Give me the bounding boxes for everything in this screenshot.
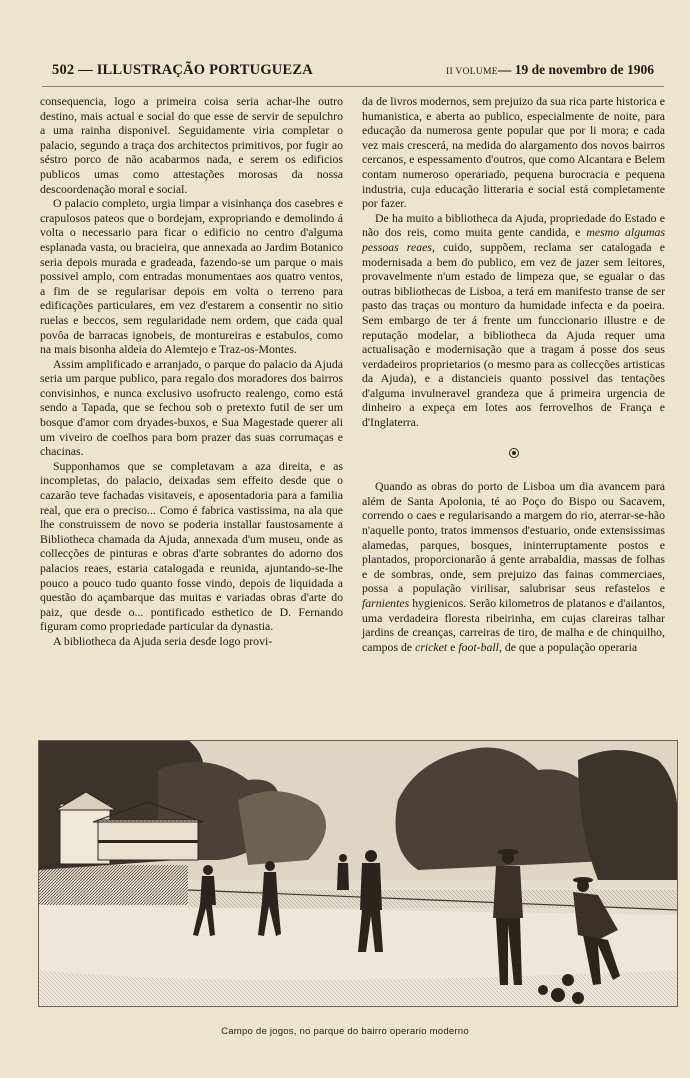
circle-ornament-icon <box>509 448 519 458</box>
left-paragraph-1: consequencia, logo a primeira coisa seria achar-lhe outro destino, mais actual e social do que esse de servir de sepulchro a uma rainha disponivel. Seguidamente viria completar o palacio, segundo a traça dos architectos primitivos, por fugir ao séstro porco de não acabarmos nada, e serem os edificios publicos umas como attestações morosas da nossa descoordenação moral e social. <box>40 94 343 196</box>
right-column <box>362 94 665 654</box>
right-paragraph-3-italic-football: foot-ball <box>458 639 499 654</box>
playground-illustration <box>38 740 678 1007</box>
right-paragraph-1: da de livros modernos, sem prejuizo da sua rica parte historica e humanistica, e aberta ao publico, especialmente de noite, para educação da numerosa gente popular que por li mora; e cada vez mais crescerá, na medida do alargamento dos novos bairros cercanos, e espessamento d'outros, que como Alcantara e Belem contam numeroso operariado, pequena burocracia e pequena industria, cuja educação litteraria e social está completamente por fazer. <box>362 94 665 211</box>
page-header <box>52 62 654 84</box>
right-paragraph-3-and: e <box>447 639 459 654</box>
section-separator-ornament <box>362 448 665 464</box>
right-paragraph-3-end: , de que a população operaria <box>498 639 638 654</box>
header-date: — 19 de novembro de 1906 <box>497 62 654 77</box>
left-paragraph-5: A bibliotheca da Ajuda seria desde logo provi- <box>53 633 273 648</box>
right-paragraph-3 <box>362 479 665 654</box>
right-paragraph-3-start: Quando as obras do porto de Lisboa um dia avancem para além de Santa Apolonia, té ao Poço do Bispo ou Sacavem, correndo o caes e regularisando a margem do rio, aterrar-se-hão n'aquelle ponto, tratos immensos d'estuario, onde extensissimas alamedas, parques, bosques, ininterruptamente postos e plantados, proporcionarão á gente arrabaldia, massas de folhas e de sombras, onde, sem prejuizo das fainas commerciaes, possa a população virilisar, salubrisar seus refastelos e <box>362 479 665 596</box>
left-column <box>40 94 343 649</box>
left-paragraph-2: O palacio completo, urgia limpar a visinhança dos casebres e crapulosos pateos que o bordejam, expropriando e demolindo á volta o necessario para ficar o edificio no centro d'alguma esplanada vasta, ou bracieira, que annexada ao Jardim Botanico seria depois murada e gradeada, fazendo-se um parque o mais possivel amplo, com entradas monumentaes aos quatro ventos, a fim de se regularisar depois em volta o terreno para edificações particulares, em vez d'estarem a consentir no sitio ruelas e beccos, sem regularidade nem ordem, que cada qual povôa de barracas ignobeis, de montureiras e estabulos, como na mais bisonha aldeia do Alemtejo e Traz-os-Montes. <box>40 196 343 357</box>
left-paragraph-4: Supponhamos que se completavam a aza direita, e as incompletas, do palacio, deixadas sem effeito desde que o cazarão teve fachadas visitaveis, e aposentadoria para a familia real, que era o preciso... Como é fabrica vastissima, na ala que lhe construissem de novo se poderia installar faustosamente a Bibliotheca chamada da Ajuda, annexada d'um museu, onde as collecções de pinturas e obras d'arte sobrantes do adorno dos palacios reaes, estaria catalogada e reunida, ajuntando-se-lhe pouco a pouco tudo quanto fosse vindo, depois de liquidada a questão do açambarque das muitas e variadas obras d'arte do paiz, que desde o... pontificado esthetico de D. Fernando figuram como propriedade particular da dynastia. <box>40 458 343 634</box>
left-paragraph-3: Assim amplificado e arranjado, o parque do palacio da Ajuda seria um parque publico, para regalo dos moradores dos bairros convisinhos, e nunca exclusivo usofructo realengo, como está sendo a Tapada, que se fechou sob o pretexto futil de ser um bosque d'amor com dryades-buxos, e Sua Magestade querer ali um viveiro de coelhos para bom prazer das suas corrumaças e chacinas. <box>40 356 343 459</box>
header-title: 502 — ILLUSTRAÇÃO PORTUGUEZA <box>52 62 313 78</box>
illustration-caption: Campo de jogos, no parque do bairro operario moderno <box>221 1026 469 1037</box>
right-paragraph-2-start: De ha muito a bibliotheca da Ajuda, propriedade do Estado e não dos reis, como muita gente candida, e <box>362 210 665 240</box>
right-paragraph-3-italic-cricket: cricket <box>415 639 448 654</box>
right-paragraph-3-middle: hygienicos. Serão kilometros de platanos e d'ailantos, uma verdadeira floresta ribeirinha, em cujas clareiras talhar jardins de creanças, carreiras de tiro, de malha e de chinquilho, campos de <box>362 596 665 654</box>
header-rule <box>42 86 664 87</box>
right-paragraph-2 <box>362 211 665 430</box>
playground-engraving-image <box>38 740 678 1007</box>
header-volume: II VOLUME <box>445 67 498 77</box>
right-paragraph-3-italic-farnientes: farnientes <box>362 596 410 610</box>
header-date-line <box>446 62 654 78</box>
right-paragraph-2-italic: mesmo algumas pessoas reaes <box>362 225 666 254</box>
right-paragraph-2-end: , cuido, suppõem, reclama ser catalogada e modernisada a bem do publico, em vez de jazer sem leitores, provavelmente n'um estado de limpeza que, se egualar o das outras bibliothecas de Lisboa, a terá em manifesto transe de ser pasto das traças ou monturo da humidade infecta e da poeira. Sem embargo de ter á frente um funccionario illustre e de reputação modelar, a bibliotheca da Ajuda requer uma actualisação e modernisação que a tragam á posse dos seus verdadeiros proprietarios (o mesmo para as collecções artisticas da Ajuda), e a distancieis quanto possivel das tentações d'alguma invulneravel grandeza que á primeira urgencia de dinheiro a expeça em lotes aos ferrovelhos de França e d'Inglaterra. <box>362 239 665 430</box>
